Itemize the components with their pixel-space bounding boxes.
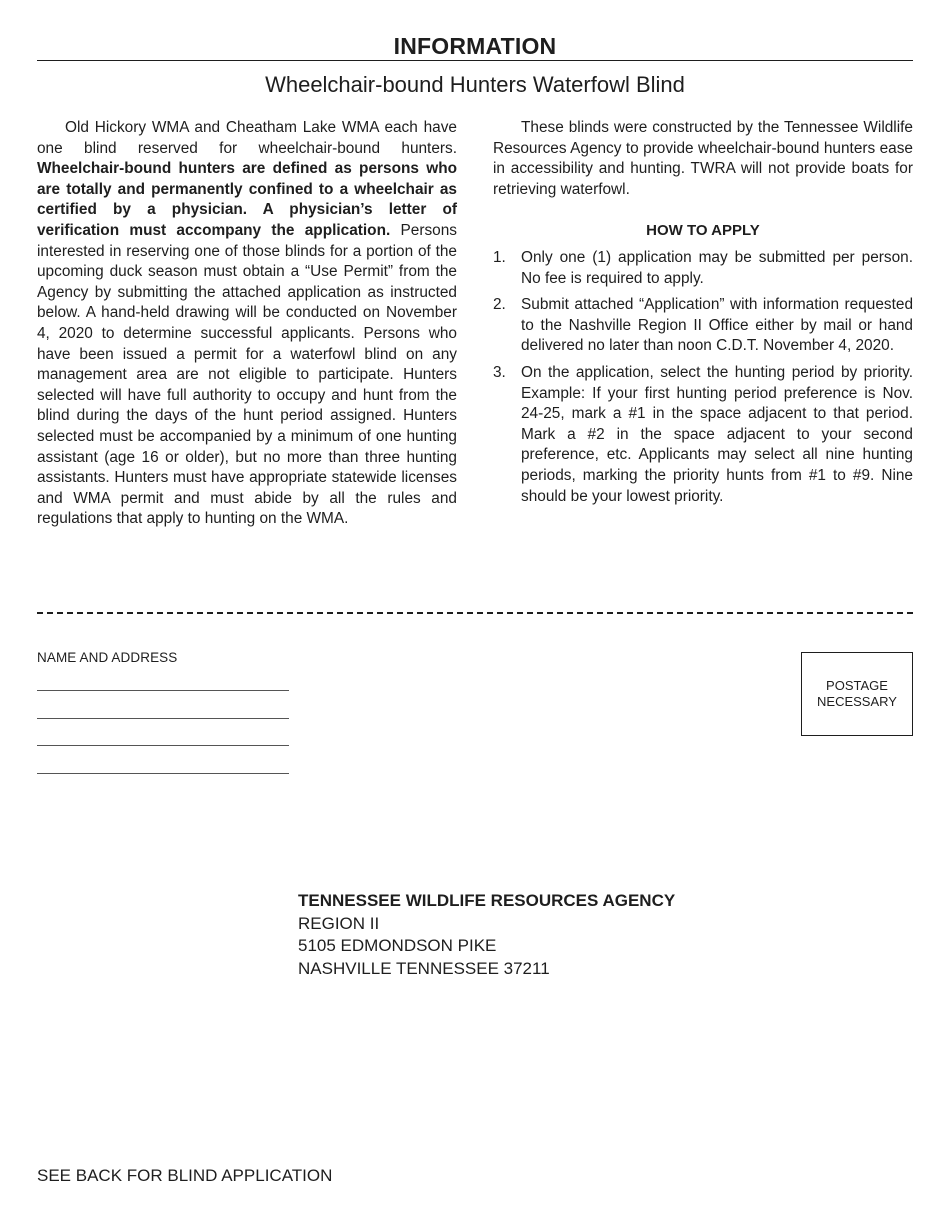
left-paragraph <box>37 118 457 530</box>
step-text: Only one (1) application may be submitted per person. No fee is required to apply. <box>521 248 913 287</box>
agency-street: 5105 EDMONDSON PIKE <box>298 936 497 955</box>
definition-text: Wheelchair-bound hunters are defined as persons who are totally and permanently confined to a wheelchair as certified by a physician. A physician’s letter of verification must accompany the application. <box>37 160 457 239</box>
postage-label-line2: NECESSARY <box>817 694 897 709</box>
step-number: 3. <box>493 363 506 381</box>
title-rule <box>37 60 913 61</box>
postage-label-line1: POSTAGE <box>826 678 888 693</box>
address-line-2[interactable] <box>37 718 289 719</box>
address-line-3[interactable] <box>37 745 289 746</box>
agency-address-block <box>298 890 675 980</box>
apply-step <box>493 363 913 507</box>
page-subtitle: Wheelchair-bound Hunters Waterfowl Blind <box>265 72 685 97</box>
apply-step <box>493 248 913 289</box>
name-address-label: NAME AND ADDRESS <box>37 650 178 665</box>
how-to-apply-heading: HOW TO APPLY <box>646 222 760 240</box>
footer-note: SEE BACK FOR BLIND APPLICATION <box>37 1166 333 1185</box>
intro-text: Old Hickory WMA and Cheatham Lake WMA each have one blind reserved for wheelchair-bound hunters. <box>37 119 457 157</box>
agency-name: TENNESSEE WILDLIFE RESOURCES AGENCY <box>298 891 676 910</box>
postage-box <box>801 652 913 736</box>
step-number: 1. <box>493 248 506 266</box>
address-line-1[interactable] <box>37 690 289 691</box>
apply-steps-list <box>493 248 913 507</box>
agency-city: NASHVILLE TENNESSEE 37211 <box>298 958 550 978</box>
page-title: INFORMATION <box>393 33 557 59</box>
step-number: 2. <box>493 296 506 314</box>
body-text: Persons interested in reserving one of those blinds for a portion of the upcoming duck season must obtain a “Use Permit” from the Agency by submitting the attached application as instructed below. A hand-held drawing will be conducted on November 4, 2020 to determine successful applicants. Persons who have been issued a permit for a waterfowl blind on any management area are not eligible to participate. Hunters selected will have full authority to occupy and hunt from the blind during the days of the hunt period assigned. Hunters selected must be accompanied by a minimum of one hunting assistant (age 16 or older), but no more than three hunting assistants. Hunters must have appropriate statewide licenses and WMA permit and must abide by all the rules and regulations that apply to hunting on the WMA. <box>37 221 457 528</box>
right-column <box>493 118 913 513</box>
right-intro-paragraph: These blinds were constructed by the Tennessee Wildlife Resources Agency to provide wheelchair-bound hunters ease in accessibility and hunting. TWRA will not provide boats for retrieving waterfowl. <box>493 119 913 198</box>
apply-step <box>493 295 913 357</box>
step-text: Submit attached “Application” with information requested to the Nashville Region II Office either by mail or hand delivered no later than noon C.D.T. November 4, 2020. <box>521 296 913 355</box>
cut-line-divider <box>37 612 913 614</box>
step-text: On the application, select the hunting period by priority. Example: If your first hunting period preference is Nov. 24-25, mark a #1 in the space adjacent to that period. Mark a #2 in the space adjacent to your second preference, etc. Applicants may select all nine hunting periods, marking the priority hunts from #1 to #9. Nine should be your lowest priority. <box>521 363 913 505</box>
agency-region: REGION II <box>298 913 380 933</box>
left-column <box>37 118 457 530</box>
address-line-4[interactable] <box>37 773 289 774</box>
